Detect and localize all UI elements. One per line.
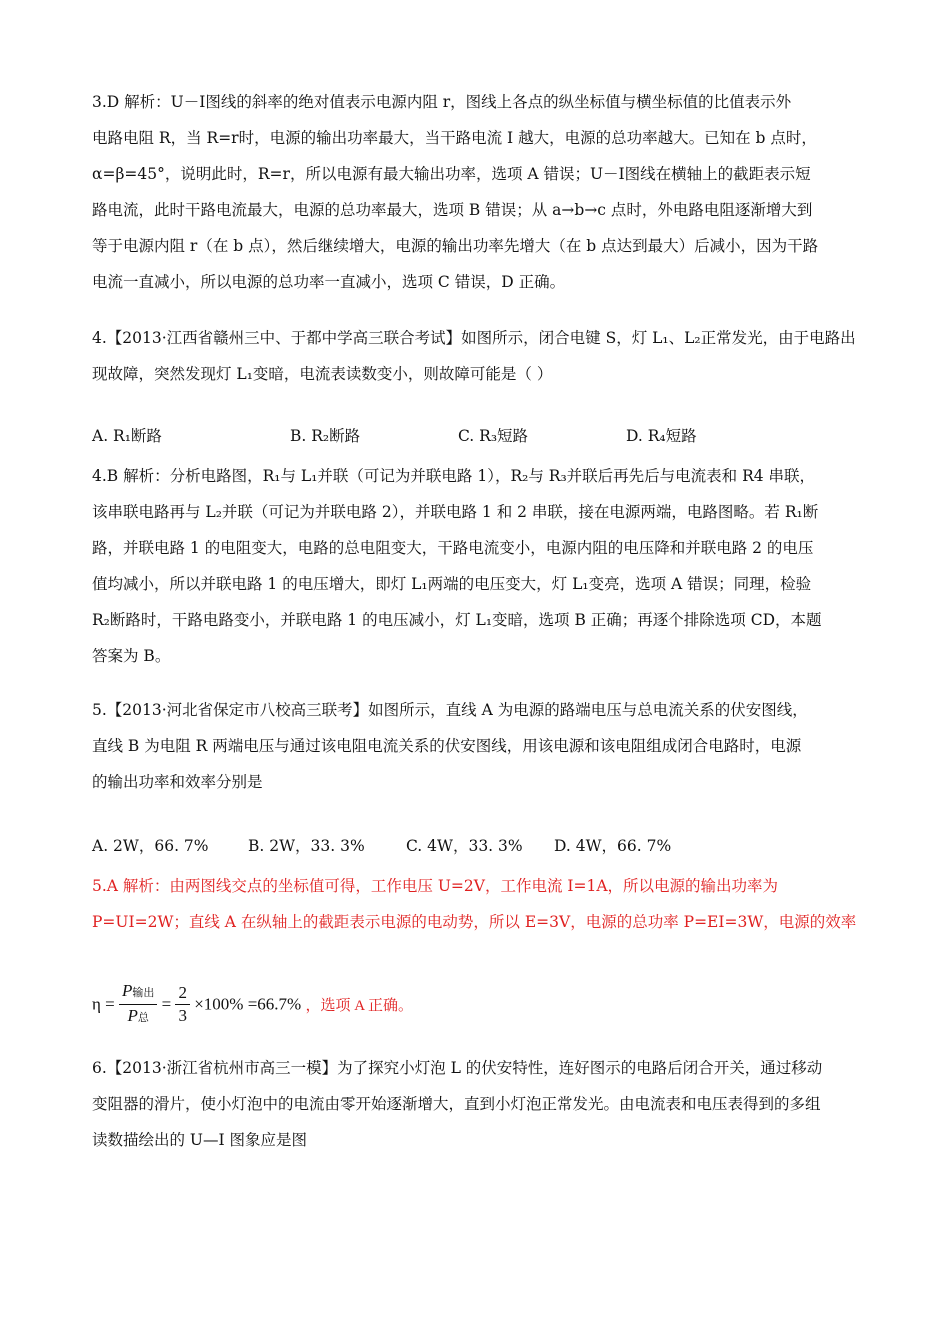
q3-answer-line: α=β=45°，说明此时，R=r，所以电源有最大输出功率，选项 A 错误；U－I图线在横轴上的截距表示短 [92, 165, 811, 183]
q5-option-b: B. 2W，33. 3% [248, 837, 365, 855]
formula-p-total: P [127, 1006, 138, 1025]
q3-answer-line: 电路电阻 R，当 R=r时，电源的输出功率最大，当干路电流 I 越大，电源的总功率越大。已知在 b 点时， [92, 129, 817, 147]
q3-answer-line: 电流一直减小，所以电源的总功率一直减小，选项 C 错误，D 正确。 [92, 273, 566, 291]
q5-option-d: D. 4W，66. 7% [554, 837, 672, 855]
q4-answer-line: 该串联电路再与 L₂并联（可记为并联电路 2），并联电路 1 和 2 串联，接在电源两端，电路图略。若 R₁断 [92, 503, 819, 521]
power-ratio-fraction [119, 980, 157, 1029]
q4-options [92, 424, 860, 460]
formula-eta: η = [92, 994, 115, 1014]
q3-answer-line: 3.D 解析：U－I图线的斜率的绝对值表示电源内阻 r，图线上各点的纵坐标值与横坐标值的比值表示外 [92, 93, 792, 111]
q4-option-d: D. R₄短路 [626, 427, 697, 445]
q5-option-c: C. 4W，33. 3% [406, 837, 523, 855]
q4-option-a: A. R₁断路 [92, 427, 162, 445]
q4-answer [92, 458, 860, 674]
q5-answer-line: 5.A 解析：由两图线交点的坐标值可得，工作电压 U=2V，工作电流 I=1A，所以电源的输出功率为 [92, 877, 779, 895]
fraction-denominator: 3 [178, 1006, 187, 1025]
two-thirds-fraction [175, 982, 190, 1027]
q3-answer [92, 84, 860, 300]
q4-answer-line: 4.B 解析：分析电路图，R₁与 L₁并联（可记为并联电路 1），R₂与 R₃并联后再先后与电流表和 R4 串联， [92, 467, 816, 485]
q5-option-a: A. 2W，66. 7% [92, 837, 209, 855]
q4-answer-line: R₂断路时，干路电路变小，并联电路 1 的电压减小，灯 L₁变暗，选项 B 正确；再逐个排除选项 CD，本题 [92, 611, 822, 629]
q3-answer-line: 路电流，此时干路电流最大，电源的总功率最大，选项 B 错误；从 a→b→c 点时，外电路电阻逐渐增大到 [92, 201, 813, 219]
formula-sub-out: 输出 [132, 987, 155, 999]
formula-tail: ×100% =66.7% [194, 994, 302, 1014]
q5-answer-line: P=UI=2W；直线 A 在纵轴上的截距表示电源的电动势，所以 E=3V，电源的总功率 P=EI=3W，电源的效率 [92, 913, 857, 931]
q6-question [92, 1050, 860, 1158]
fraction-numerator: 2 [175, 982, 190, 1005]
q5-question [92, 692, 860, 800]
formula-p-out: P [121, 981, 133, 1000]
q5-options [92, 834, 860, 870]
q4-answer-line: 值均减小，所以并联电路 1 的电压增大，即灯 L₁两端的电压变大，灯 L₁变亮，选项 A 错误；同理，检验 [92, 575, 812, 593]
q4-line: 4.【2013·江西省赣州三中、于都中学高三联合考试】如图所示，闭合电键 S，灯 L₁、L₂正常发光，由于电路出 [92, 329, 856, 347]
efficiency-formula [92, 980, 413, 1029]
q4-answer-line: 路，并联电路 1 的电阻变大，电路的总电阻变大，干路电流变小，电源内阻的电压降和并联电路 2 的电压 [92, 539, 814, 557]
q6-line: 变阻器的滑片，使小灯泡中的电流由零开始逐渐增大，直到小灯泡正常发光。由电流表和电压表得到的多组 [92, 1095, 821, 1113]
q4-option-c: C. R₃短路 [458, 427, 529, 445]
q4-option-b: B. R₂断路 [290, 427, 361, 445]
q5-line: 的输出功率和效率分别是 [92, 773, 263, 791]
q4-question [92, 320, 860, 392]
q5-line: 5.【2013·河北省保定市八校高三联考】如图所示，直线 A 为电源的路端电压与总电流关系的伏安图线， [92, 701, 808, 719]
q5-answer [92, 868, 860, 940]
formula-sub-total: 总 [137, 1012, 149, 1024]
q3-answer-line: 等于电源内阻 r（在 b 点），然后继续增大，电源的输出功率先增大（在 b 点达到最大）后减小，因为干路 [92, 237, 819, 255]
q5-line: 直线 B 为电阻 R 两端电压与通过该电阻电流关系的伏安图线，用该电源和该电阻组成闭合电路时，电源 [92, 737, 802, 755]
q4-line: 现故障，突然发现灯 L₁变暗，电流表读数变小，则故障可能是（ ） [92, 365, 553, 383]
q6-line: 6.【2013·浙江省杭州市高三一模】为了探究小灯泡 L 的伏安特性，连好图示的电路后闭合开关，通过移动 [92, 1059, 823, 1077]
q4-answer-line: 答案为 B。 [92, 647, 171, 665]
formula-equals: = [161, 994, 172, 1014]
q6-line: 读数描绘出的 U—I 图象应是图 [92, 1131, 308, 1149]
formula-note: ，选项 A 正确。 [305, 998, 413, 1014]
